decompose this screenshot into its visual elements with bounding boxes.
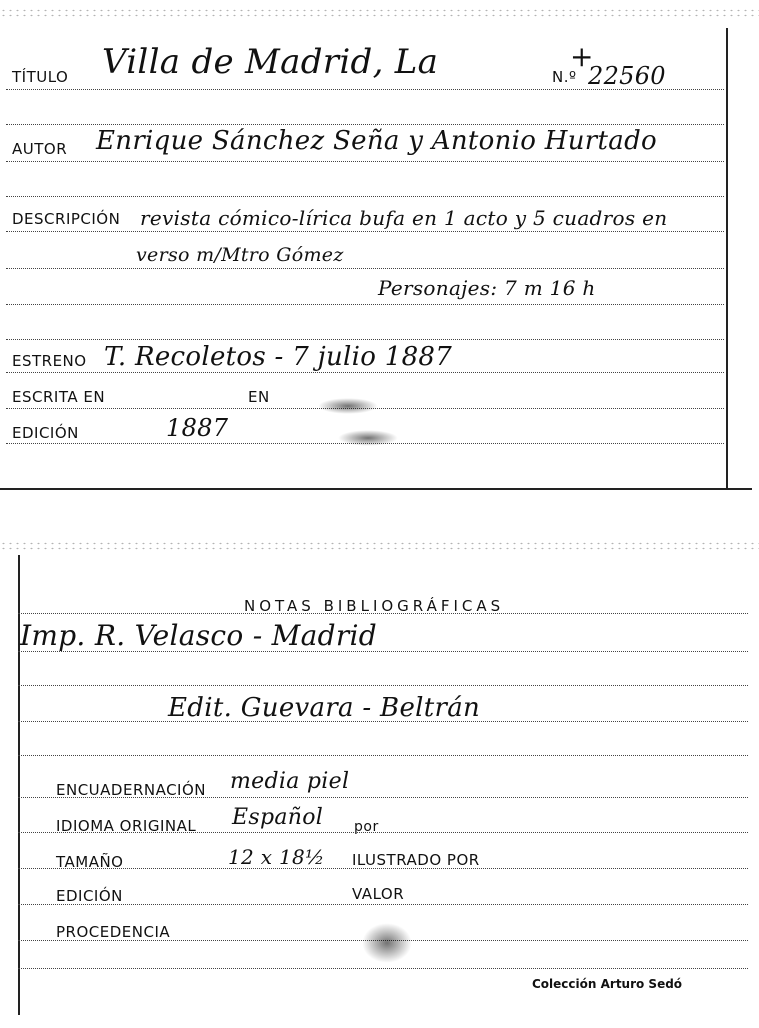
valor-label: VALOR [352, 885, 405, 903]
catalog-card-front [0, 0, 759, 495]
tamano-value: 12 x 18½ [228, 845, 325, 869]
tamano-label: TAMAÑO [56, 853, 124, 871]
descripcion-value-line1: revista cómico-lírica bufa en 1 acto y 5 cuadros en [140, 206, 668, 230]
estreno-line [6, 372, 724, 373]
numero-value: 22560 [588, 62, 666, 90]
descripcion-value-line2: verso m/Mtro Gómez [136, 244, 344, 266]
estreno-label: ESTRENO [12, 352, 87, 370]
blank-line [18, 968, 748, 969]
collection-footer: Colección Arturo Sedó [532, 977, 683, 991]
en-label: EN [248, 388, 270, 406]
ilustrado-por-label: ILUSTRADO POR [352, 851, 480, 869]
notes-line-2 [18, 651, 748, 652]
note-1: Imp. R. Velasco - Madrid [20, 619, 378, 652]
edicion-value: 1887 [166, 414, 229, 442]
blank-line-3 [6, 304, 724, 305]
card-bottom-edge [0, 488, 752, 490]
tamano-line [18, 868, 748, 869]
encuadernacion-label: ENCUADERNACIÓN [56, 781, 207, 799]
notes-line-5 [18, 755, 748, 756]
numero-label: N.º [552, 68, 577, 86]
descripcion-line-2 [6, 268, 724, 269]
encuadernacion-line [18, 797, 748, 798]
ink-blot [362, 923, 412, 963]
titulo-value: Villa de Madrid, La [102, 42, 439, 82]
idioma-line [18, 832, 748, 833]
blank-line-4 [6, 339, 724, 340]
estreno-value: T. Recoletos - 7 julio 1887 [104, 342, 453, 372]
notes-line-1 [18, 613, 748, 614]
notes-line-3 [18, 685, 748, 686]
card-top-edge [0, 541, 759, 551]
descripcion-label: DESCRIPCIÓN [12, 210, 121, 228]
edicion-line [18, 904, 748, 905]
personajes-value: Personajes: 7 m 16 h [378, 276, 596, 300]
catalog-card-back [0, 535, 759, 1028]
titulo-line [6, 89, 724, 90]
notes-line-4 [18, 721, 748, 722]
autor-value: Enrique Sánchez Seña y Antonio Hurtado [96, 126, 657, 156]
procedencia-label: PROCEDENCIA [56, 923, 171, 941]
escrita-en-label: ESCRITA EN [12, 388, 106, 406]
blank-line-1 [6, 124, 724, 125]
titulo-label: TÍTULO [12, 68, 69, 86]
cross-mark: + [570, 40, 594, 73]
edicion-label: EDICIÓN [56, 887, 123, 905]
autor-line [6, 161, 724, 162]
blank-line-2 [6, 196, 724, 197]
card-right-edge [726, 28, 728, 490]
card-top-edge [0, 8, 759, 18]
ink-blot [318, 398, 378, 414]
por-label: por [354, 819, 379, 835]
autor-label: AUTOR [12, 140, 68, 158]
section-title: NOTAS BIBLIOGRÁFICAS [244, 597, 505, 615]
idioma-original-value: Español [232, 805, 324, 830]
edicion-label: EDICIÓN [12, 424, 79, 442]
idioma-original-label: IDIOMA ORIGINAL [56, 817, 197, 835]
ink-blot-2 [338, 430, 398, 446]
note-2: Edit. Guevara - Beltrán [168, 693, 481, 723]
encuadernacion-value: media piel [230, 769, 350, 794]
descripcion-line [6, 231, 724, 232]
